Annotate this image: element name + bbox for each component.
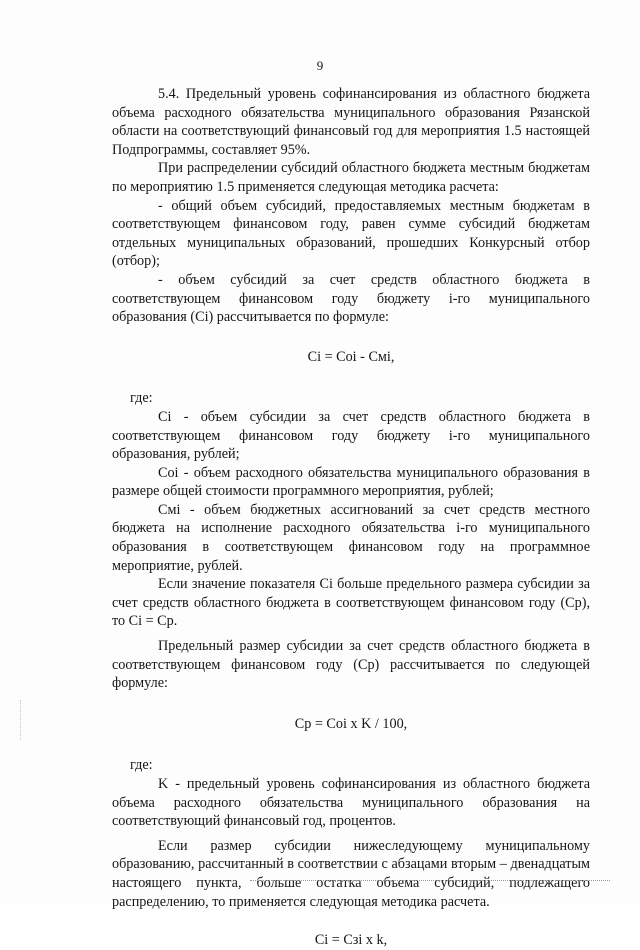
- document-body: [112, 85, 590, 950]
- formula-ci-k: Ci = Cзi x k,: [314, 932, 388, 949]
- formula-cp: Cp = Coi x K / 100,: [294, 715, 408, 732]
- definition-coi: Coi - объем расходного обязательства муниципального образования в размере общей стоимости программного мероприятия, рублей;: [112, 464, 590, 500]
- paragraph-cp-formula-intro: Предельный размер субсидии за счет средств областного бюджета в соответствующем финансовом году (Cp) рассчитывается по следующей формуле:: [112, 638, 590, 692]
- scan-margin-mark: [20, 700, 21, 740]
- paragraph-total-volume: - общий объем субсидий, предоставляемых местным бюджетам в соответствующем финансовом году, равен сумме субсидий бюджетам отдельных муниципальных образований, прошедших Конкурсный отбор (отбор);: [112, 197, 590, 270]
- where-label-1: где:: [130, 390, 153, 407]
- where-label-2: где:: [130, 757, 153, 774]
- definition-ci: Ci - объем субсидии за счет средств областного бюджета в соответствующем финансовом году бюджету i-го муниципального образования, рублей;: [112, 408, 590, 463]
- paragraph-subsidy-volume: - объем субсидий за счет средств областного бюджета в соответствующем финансовом году бюджету i-го муниципального образования (Ci) рассчитывается по формуле:: [112, 271, 590, 326]
- formula-ci: Ci = Coi - Cмi,: [307, 348, 395, 365]
- paragraph-5-4: 5.4. Предельный уровень софинансирования из областного бюджета объема расходного обязательства муниципального образования Рязанской области на соответствующий финансовый год для мероприятия 1.5 настоящей Подпрограммы, составляет 95%.: [112, 86, 590, 158]
- paragraph-distribution: При распределении субсидий областного бюджета местным бюджетам по мероприятию 1.5 применяется следующая методика расчета:: [112, 160, 590, 195]
- scan-footer-line: [250, 880, 610, 881]
- paragraph-residual-method: Если размер субсидии нижеследующему муниципальному образованию, рассчитанный в соответствии с абзацами вторым – двенадцатым настоящего пункта, больше остатка объема субсидий, подлежащего распределению, то применяется следующая методика расчета.: [112, 837, 590, 910]
- definition-cmi: Cмi - объем бюджетных ассигнований за счет средств местного бюджета на исполнение расходного обязательства i-го муниципального образования в соответствующем финансовом году на программное мероприятие, рублей.: [112, 501, 590, 574]
- definition-k: K - предельный уровень софинансирования из областного бюджета объема расходного обязательства муниципального образования на соответствующий финансовый год, процентов.: [112, 776, 590, 830]
- page-number: 9: [316, 58, 324, 73]
- paragraph-limit-condition: Если значение показателя Ci больше предельного размера субсидии за счет средств областного бюджета в соответствующем финансовом году (Cp), то Ci = Cp.: [112, 576, 590, 630]
